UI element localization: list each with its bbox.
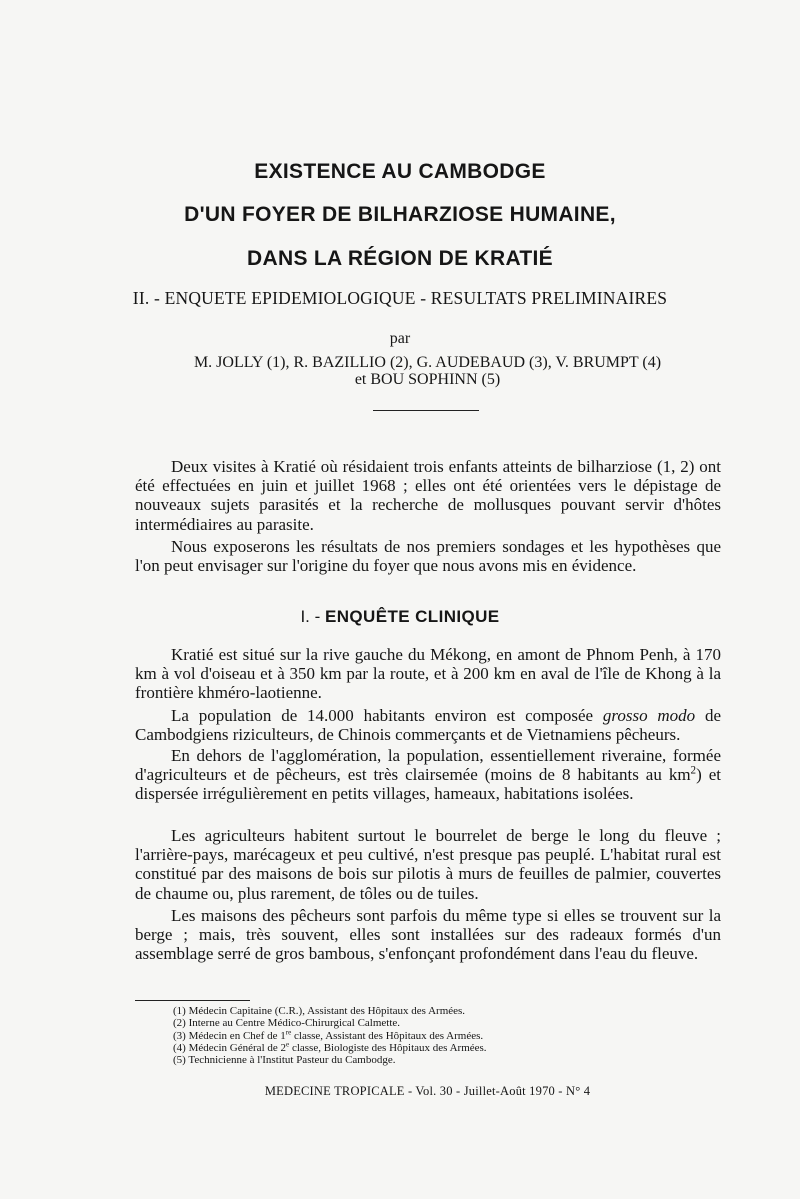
footnote-3-superscript: re [285,1027,292,1036]
article-title-line-1: EXISTENCE AU CAMBODGE [254,160,546,183]
title-divider [373,410,479,411]
italic-phrase: grosso modo [602,706,696,725]
section-paragraph-2 [135,706,721,744]
journal-footer: MEDECINE TROPICALE - Vol. 30 - Juillet-Août 1970 - N° 4 [264,1084,591,1098]
section-paragraph-1: Kratié est situé sur la rive gauche du Mékong, en amont de Phnom Penh, à 170 km à vol d'oiseau et à 350 km par la route, et à 200 km en aval de l'île de Khong à la frontière khméro-laotienne. [135,645,721,703]
paragraph-2-text-end: de Cambodgiens riziculteurs, de Chinois commerçants et de Vietnamiens pêcheurs. [135,706,722,745]
author-list [0,354,800,388]
section-heading [0,607,800,627]
intro-paragraph-1: Deux visites à Kratié où résidaient trois enfants atteints de bilharziose (1, 2) ont été effectuées en juin et juillet 1968 ; elles ont été orientées vers le dépistage de nouveaux sujets parasités et la recherche de mollusques pouvant servir d'hôtes intermédiaires au parasite. [135,457,721,534]
footnote-4 [173,1042,733,1054]
section-paragraph-4: Les agriculteurs habitent surtout le bourrelet de berge le long du fleuve ; l'arrière-pays, marécageux et peu cultivé, n'est presque pas peuplé. L'habitat rural est constitué par des maisons de bois sur pilotis à murs de feuilles de palmier, couvertes de chaume ou, plus rarement, de tôles ou de tuiles. [135,826,721,903]
intro-paragraph-2: Nous exposerons les résultats de nos premiers sondages et les hypothèses que l'on peut envisager sur l'origine du foyer que nous avons mis en évidence. [135,537,721,576]
footnote-1: (1) Médecin Capitaine (C.R.), Assistant des Hôpitaux des Armées. [173,1005,466,1017]
paragraph-3-text-end: ) et dispersée irrégulièrement en petits villages, hameaux, habitations isolées. [135,765,721,804]
authors-line-1: M. JOLLY (1), R. BAZILLIO (2), G. AUDEBAUD (3), V. BRUMPT (4) [193,354,662,371]
authors-line-2: et BOU SOPHINN (5) [354,371,501,388]
footnote-3-start: (3) Médecin en Chef de 1 [173,1029,286,1042]
footnote-4-start: (4) Médecin Général de 2 [173,1041,287,1054]
section-title: ENQUÊTE CLINIQUE [325,607,500,626]
byline-par: par [389,330,411,347]
paragraph-2-text-start: La population de 14.000 habitants environ est composée [171,706,603,725]
footnote-divider [135,1000,250,1001]
superscript-exponent: 2 [690,764,697,777]
paragraph-3-text-start: En dehors de l'agglomération, la population, essentiellement riveraine, formée d'agriculteurs et de pêcheurs, est très clairsemée (moins de 8 habitants au km [135,746,721,785]
article-title-line-2: D'UN FOYER DE BILHARZIOSE HUMAINE, [184,203,616,226]
section-paragraph-5: Les maisons des pêcheurs sont parfois du même type si elles se trouvent sur la berge ; mais, très souvent, elles sont installées sur des radeaux formés d'un assemblage serré de gros bambous, s'enfonçant profondément dans l'eau du fleuve. [135,906,721,964]
footnote-5: (5) Technicienne à l'Institut Pasteur du Cambodge. [173,1054,396,1067]
footnotes [173,1005,733,1066]
footnote-4-superscript: e [286,1040,290,1049]
article-title-line-3: DANS LA RÉGION DE KRATIÉ [247,247,553,270]
footnote-4-end: classe, Biologiste des Hôpitaux des Armées. [289,1041,487,1054]
footnote-3-end: classe, Assistant des Hôpitaux des Armées. [291,1029,484,1042]
footnote-2: (2) Interne au Centre Médico-Chirurgical Calmette. [173,1017,401,1030]
article-subtitle: II. - ENQUETE EPIDEMIOLOGIQUE - RESULTATS PRELIMINAIRES [132,288,668,308]
section-number: I. - [300,607,326,626]
footnote-3 [173,1027,733,1042]
section-paragraph-3 [135,746,721,804]
